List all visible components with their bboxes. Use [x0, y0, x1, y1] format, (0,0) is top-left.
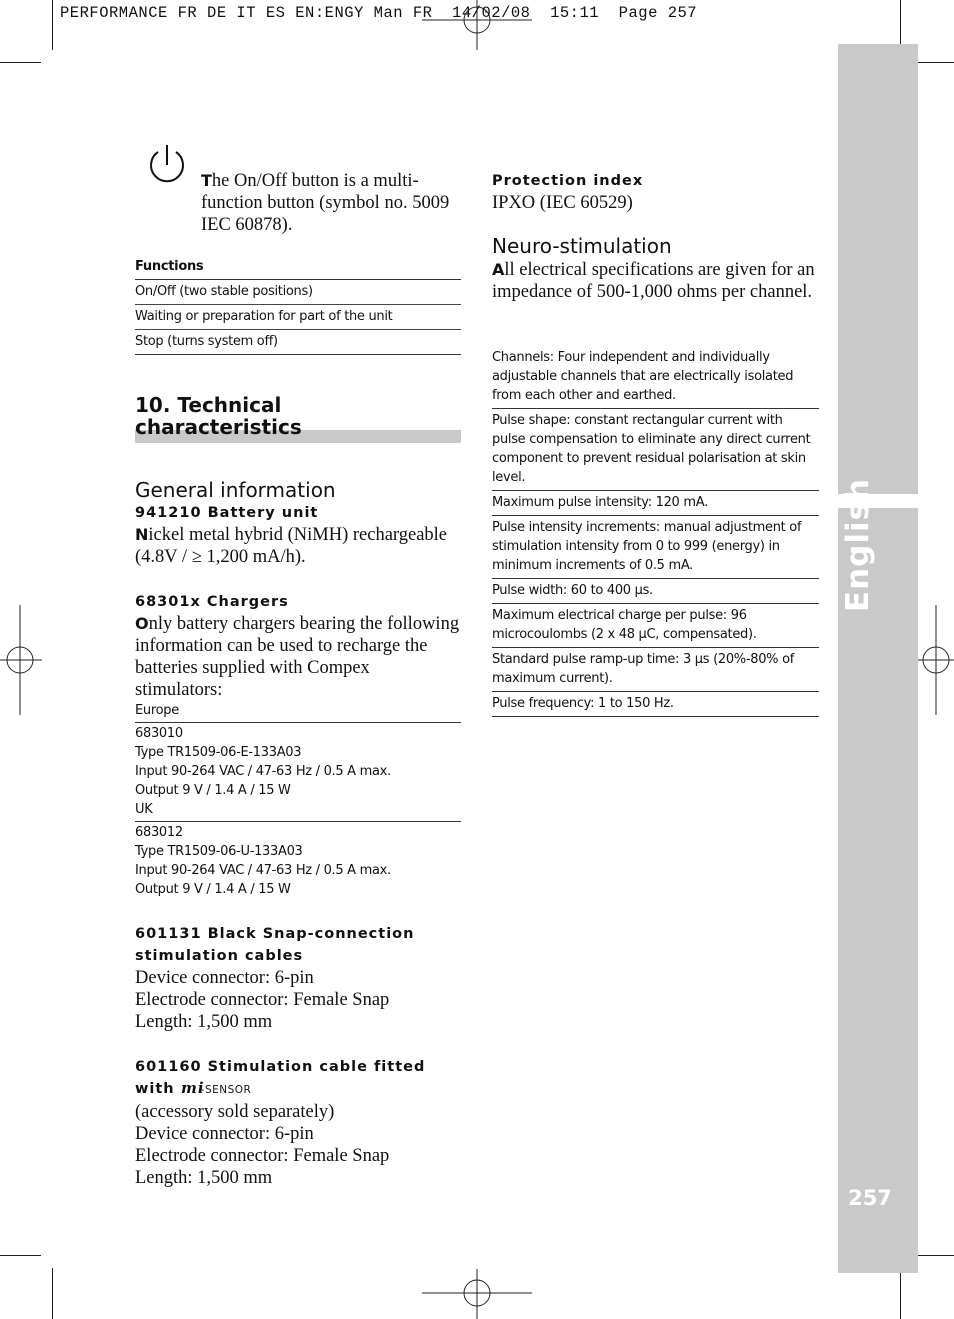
protection-value: IPXO (IEC 60529)	[492, 193, 633, 213]
sensor-cable-name: Stimulation cable fitted	[207, 1059, 426, 1075]
sensor-cable-block	[135, 1056, 461, 1189]
charger-spec: 683010	[135, 726, 183, 741]
neuro-spec-list	[492, 346, 819, 717]
charger-spec: Type TR1509-06-E-133A03	[135, 745, 302, 760]
cable-spec: Length: 1,500 mm	[135, 1012, 273, 1032]
sensor-cable-with: with	[135, 1081, 175, 1097]
spec-item: Maximum electrical charge per pulse: 96 microcoulombs (2 x 48 µC, compensated).	[492, 604, 819, 648]
battery-text: ickel metal hybrid (NiMH) rechargeable (4.8V / ≥ 1,200 mA/h).	[135, 525, 448, 567]
function-item: Stop (turns system off)	[135, 330, 461, 355]
crop-mark	[52, 0, 53, 50]
charger-spec: Input 90-264 VAC / 47-63 Hz / 0.5 A max.	[135, 863, 391, 878]
intro-text: he On/Off button is a multi-function button (symbol no. 5009 IEC 60878).	[201, 171, 450, 235]
black-cable-block	[135, 923, 461, 1033]
spec-item: Pulse width: 60 to 400 µs.	[492, 579, 819, 604]
black-cable-name-2: stimulation cables	[135, 948, 304, 964]
charger-spec: Input 90-264 VAC / 47-63 Hz / 0.5 A max.	[135, 764, 391, 779]
functions-table	[135, 257, 461, 355]
print-slug: PERFORMANCE FR DE IT ES EN:ENGY Man FR 14/02/08 15:11 Page 257	[60, 4, 698, 22]
spec-item: Channels: Four independent and individually adjustable channels that are electrically isolated from each other and earthed.	[492, 346, 819, 409]
chargers-text: nly battery chargers bearing the following information can be used to recharge the batteries supplied with Compex stimulators:	[135, 614, 460, 700]
sensor-cable-code: 601160	[135, 1059, 202, 1075]
spec-item: Pulse frequency: 1 to 150 Hz.	[492, 692, 819, 717]
registration-mark-icon	[912, 605, 954, 715]
battery-block	[135, 502, 461, 568]
cable-spec: Length: 1,500 mm	[135, 1168, 273, 1188]
crop-mark	[900, 1268, 901, 1319]
chargers-block	[135, 591, 461, 899]
charger-spec: Output 9 V / 1.4 A / 15 W	[135, 783, 291, 798]
neuro-intro-text: ll electrical specifications are given for an impedance of 500-1,000 ohms per channel.	[492, 260, 815, 302]
crop-mark	[0, 1255, 41, 1256]
language-label: English	[840, 477, 876, 613]
charger-spec: 683012	[135, 825, 183, 840]
general-info-heading: General information	[135, 478, 336, 502]
drop-cap: N	[135, 525, 149, 544]
spec-item: Maximum pulse intensity: 120 mA.	[492, 491, 819, 516]
language-side-tab	[838, 44, 918, 1273]
drop-cap: O	[135, 614, 149, 633]
sensor-label: -SENSOR	[200, 1084, 252, 1096]
neuro-heading: Neuro-stimulation	[492, 234, 672, 258]
neuro-intro	[492, 259, 819, 303]
spec-item: Pulse shape: constant rectangular current with pulse compensation to eliminate any direct current component to prevent residual polarisation at skin level.	[492, 409, 819, 491]
registration-mark-icon	[422, 1269, 532, 1319]
cable-spec: Electrode connector: Female Snap	[135, 990, 390, 1010]
cable-spec: (accessory sold separately)	[135, 1102, 335, 1122]
spec-item: Pulse intensity increments: manual adjustment of stimulation intensity from 0 to 999 (energy) in minimum increments of 0.5 mA.	[492, 516, 819, 579]
drop-cap: A	[492, 260, 505, 279]
chargers-code: 68301x	[135, 594, 201, 610]
function-item: On/Off (two stable positions)	[135, 280, 461, 305]
cable-spec: Electrode connector: Female Snap	[135, 1146, 390, 1166]
function-item: Waiting or preparation for part of the unit	[135, 305, 461, 330]
onoff-intro	[135, 170, 461, 236]
crop-mark	[913, 1255, 954, 1256]
crop-mark	[52, 1268, 53, 1319]
crop-mark	[900, 0, 901, 50]
crop-mark	[913, 62, 954, 63]
page-number: 257	[848, 1186, 892, 1210]
registration-mark-icon	[0, 605, 42, 715]
mi-logo-icon	[180, 1079, 205, 1097]
region-label-europe: Europe	[135, 701, 461, 723]
protection-title: Protection index	[492, 173, 644, 189]
charger-spec: Type TR1509-06-U-133A03	[135, 844, 303, 859]
charger-spec: Output 9 V / 1.4 A / 15 W	[135, 882, 291, 897]
svg-text:mi: mi	[180, 1079, 205, 1097]
crop-mark	[0, 62, 41, 63]
protection-block	[492, 170, 819, 214]
chargers-name: Chargers	[206, 594, 289, 610]
spec-item: Standard pulse ramp-up time: 3 µs (20%-80% of maximum current).	[492, 648, 819, 692]
drop-cap: T	[201, 171, 212, 190]
region-label-uk: UK	[135, 800, 461, 822]
battery-name: Battery unit	[207, 505, 319, 521]
functions-title: Functions	[135, 257, 461, 280]
black-cable-code: 601131	[135, 926, 202, 942]
battery-code: 941210	[135, 505, 202, 521]
black-cable-name: Black Snap-connection	[207, 926, 415, 942]
section-heading: 10. Technical characteristics	[135, 394, 461, 438]
cable-spec: Device connector: 6-pin	[135, 968, 314, 988]
cable-spec: Device connector: 6-pin	[135, 1124, 314, 1144]
